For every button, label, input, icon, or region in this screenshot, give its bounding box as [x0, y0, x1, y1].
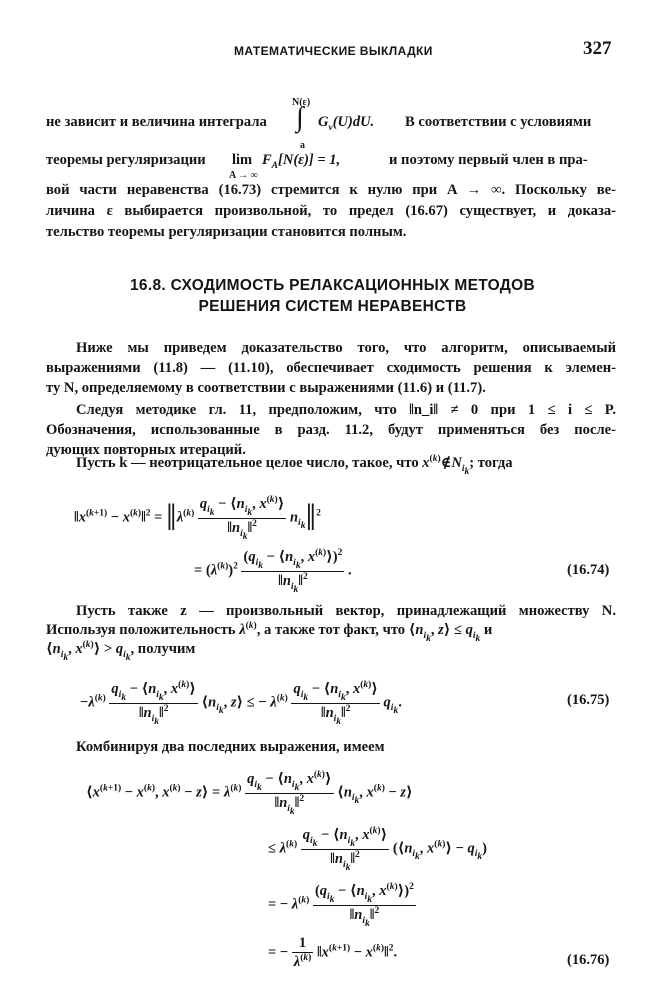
para3-line-1-tail: ; тогда: [469, 455, 513, 471]
intro-line-1-lead: не зависит и величина интеграла: [46, 114, 267, 130]
equation-number-16-76: (16.76): [567, 952, 610, 968]
equation-16-76-line-3: = − $\lambda^{(k)}$ $\frac{(q_{i_k} - ⟨n_{i_k}, x^{(k)}⟩)^2}{‖n_{i_k}‖^2}$: [268, 882, 414, 929]
equation-16-74-line-1: $‖x^{(k+1)}$ − $x^{(k)}‖^2$ = $‖\lambda^{(k)}$ $\frac{q_{i_k} - ⟨n_{i_k}, x^{(k)}⟩}{‖n_{i_k}‖^2}$ $n_{i_k}‖^2$: [74, 495, 321, 542]
integral-upper-limit: N(ε): [292, 97, 311, 108]
equation-number-16-75: (16.75): [567, 692, 610, 708]
intro-line-3: вой части неравенства (16.73) стремится к нулю при A → ∞. Поскольку ве-: [46, 182, 616, 198]
para4-line-2-tail: и: [483, 622, 493, 638]
para4-line-3: $⟨n_{i_k}$, $x^{(k)}⟩ > q_{i_k}$, получим: [46, 640, 196, 663]
intro-line-2-tail: и поэтому первый член в пра-: [389, 152, 588, 168]
integral-lower-limit: a: [300, 140, 305, 151]
intro-line-1-tail: В соответствии с условиями: [405, 114, 592, 130]
intro-line-2-lead: теоремы регуляризации: [46, 152, 206, 168]
lim-word: lim: [232, 152, 253, 168]
running-title: МАТЕМАТИЧЕСКИЕ ВЫКЛАДКИ: [234, 44, 433, 58]
equation-16-76-line-4: = − $\frac{1}{\lambda^{(k)}}$ $‖x^{(k+1)}$ − $x^{(k)}‖^2$.: [268, 935, 398, 970]
section-title-line-2: РЕШЕНИЯ СИСТЕМ НЕРАВЕНСТВ: [198, 298, 467, 315]
lim-expression: $F_A[N(\varepsilon)] = 1$,: [262, 152, 341, 171]
para2-line-2: Обозначения, использованные в разд. 11.2, будут применяться без после-: [46, 422, 616, 438]
equation-16-75: $-\lambda^{(k)}$ $\frac{q_{i_k} - ⟨n_{i_k}, x^{(k)}⟩}{‖n_{i_k}‖^2}$ $⟨n_{i_k}$, z⟩ ≤ − $\lambda^{(k)}$ $\frac{q_{i_k} - ⟨n_{i_k}, x^{(k)}⟩}{‖n_{i_k}‖^2}$ $q_{i_k}$.: [80, 680, 402, 727]
para1-line-3: ту N, определяемому в соответствии с выражениями (11.6) и (11.7).: [46, 380, 486, 396]
para4-line-3-tail: , получим: [130, 641, 196, 657]
equation-number-16-74: (16.74): [567, 562, 610, 578]
para4-line-2-mid: , а также тот факт, что: [256, 622, 406, 638]
para4-line-2: Используя положительность $\lambda^{(k)}$, а также тот факт, что $⟨n_{i_k}$, z⟩ ≤ $q_{i_k}$ и: [46, 621, 493, 644]
para3-line-1: [76, 454, 513, 477]
para2-line-1: Следуя методике гл. 11, предположим, что ‖n_i‖ ≠ 0 при 1 ≤ i ≤ P.: [76, 402, 616, 418]
equation-16-76-line-2: ≤ $\lambda^{(k)}$ $\frac{q_{i_k} - ⟨n_{i_k}, x^{(k)}⟩}{‖n_{i_k}‖^2}$ ($⟨n_{i_k}$, $x^{(k)}⟩ - q_{i_k}$): [268, 826, 488, 873]
intro-line-4: личина ε выбирается произвольной, то предел (16.67) существует, и доказа-: [46, 203, 616, 219]
para3-condition: $x^{(k)}\notin N_{i_k}$: [422, 454, 470, 477]
para4-line-2-lead: Используя положительность: [46, 622, 236, 638]
integrand: $G_v(U)dU$.: [318, 114, 375, 133]
integral-sign: ∫: [296, 102, 304, 133]
para2-line-3: дующих повторных итераций.: [46, 442, 246, 458]
section-title-line-1: 16.8. СХОДИМОСТЬ РЕЛАКСАЦИОННЫХ МЕТОДОВ: [130, 277, 535, 294]
equation-16-74-line-2: = $(\lambda^{(k)})^2$ $\frac{(q_{i_k} - ⟨n_{i_k}, x^{(k)}⟩)^2}{‖n_{i_k}‖^2}$ .: [194, 548, 352, 595]
para3-line-1-lead: Пусть k — неотрицательное целое число, такое, что: [76, 455, 419, 471]
para5-line-1: Комбинируя два последних выражения, имеем: [76, 739, 385, 755]
lim-subscript: A → ∞: [229, 170, 258, 181]
para1-line-2: выражениями (11.8) — (11.10), обеспечивает сходимость решения к элемен-: [46, 360, 616, 376]
para4-line-1: Пусть также z — произвольный вектор, принадлежащий множеству N.: [76, 603, 616, 619]
page-number: 327: [583, 38, 612, 59]
equation-16-76-line-1: $⟨x^{(k+1)} - x^{(k)}$, $x^{(k)}$ − z⟩ = $\lambda^{(k)}$ $\frac{q_{i_k} - ⟨n_{i_k}, x^{(k)}⟩}{‖n_{i_k}‖^2}$ $⟨n_{i_k}$, $x^{(k)}$ − z⟩: [86, 770, 413, 817]
para1-line-1: Ниже мы приведем доказательство того, что алгоритм, описываемый: [76, 340, 616, 356]
intro-line-1: [46, 114, 267, 131]
intro-line-5: тельство теоремы регуляризации становится полным.: [46, 224, 407, 240]
